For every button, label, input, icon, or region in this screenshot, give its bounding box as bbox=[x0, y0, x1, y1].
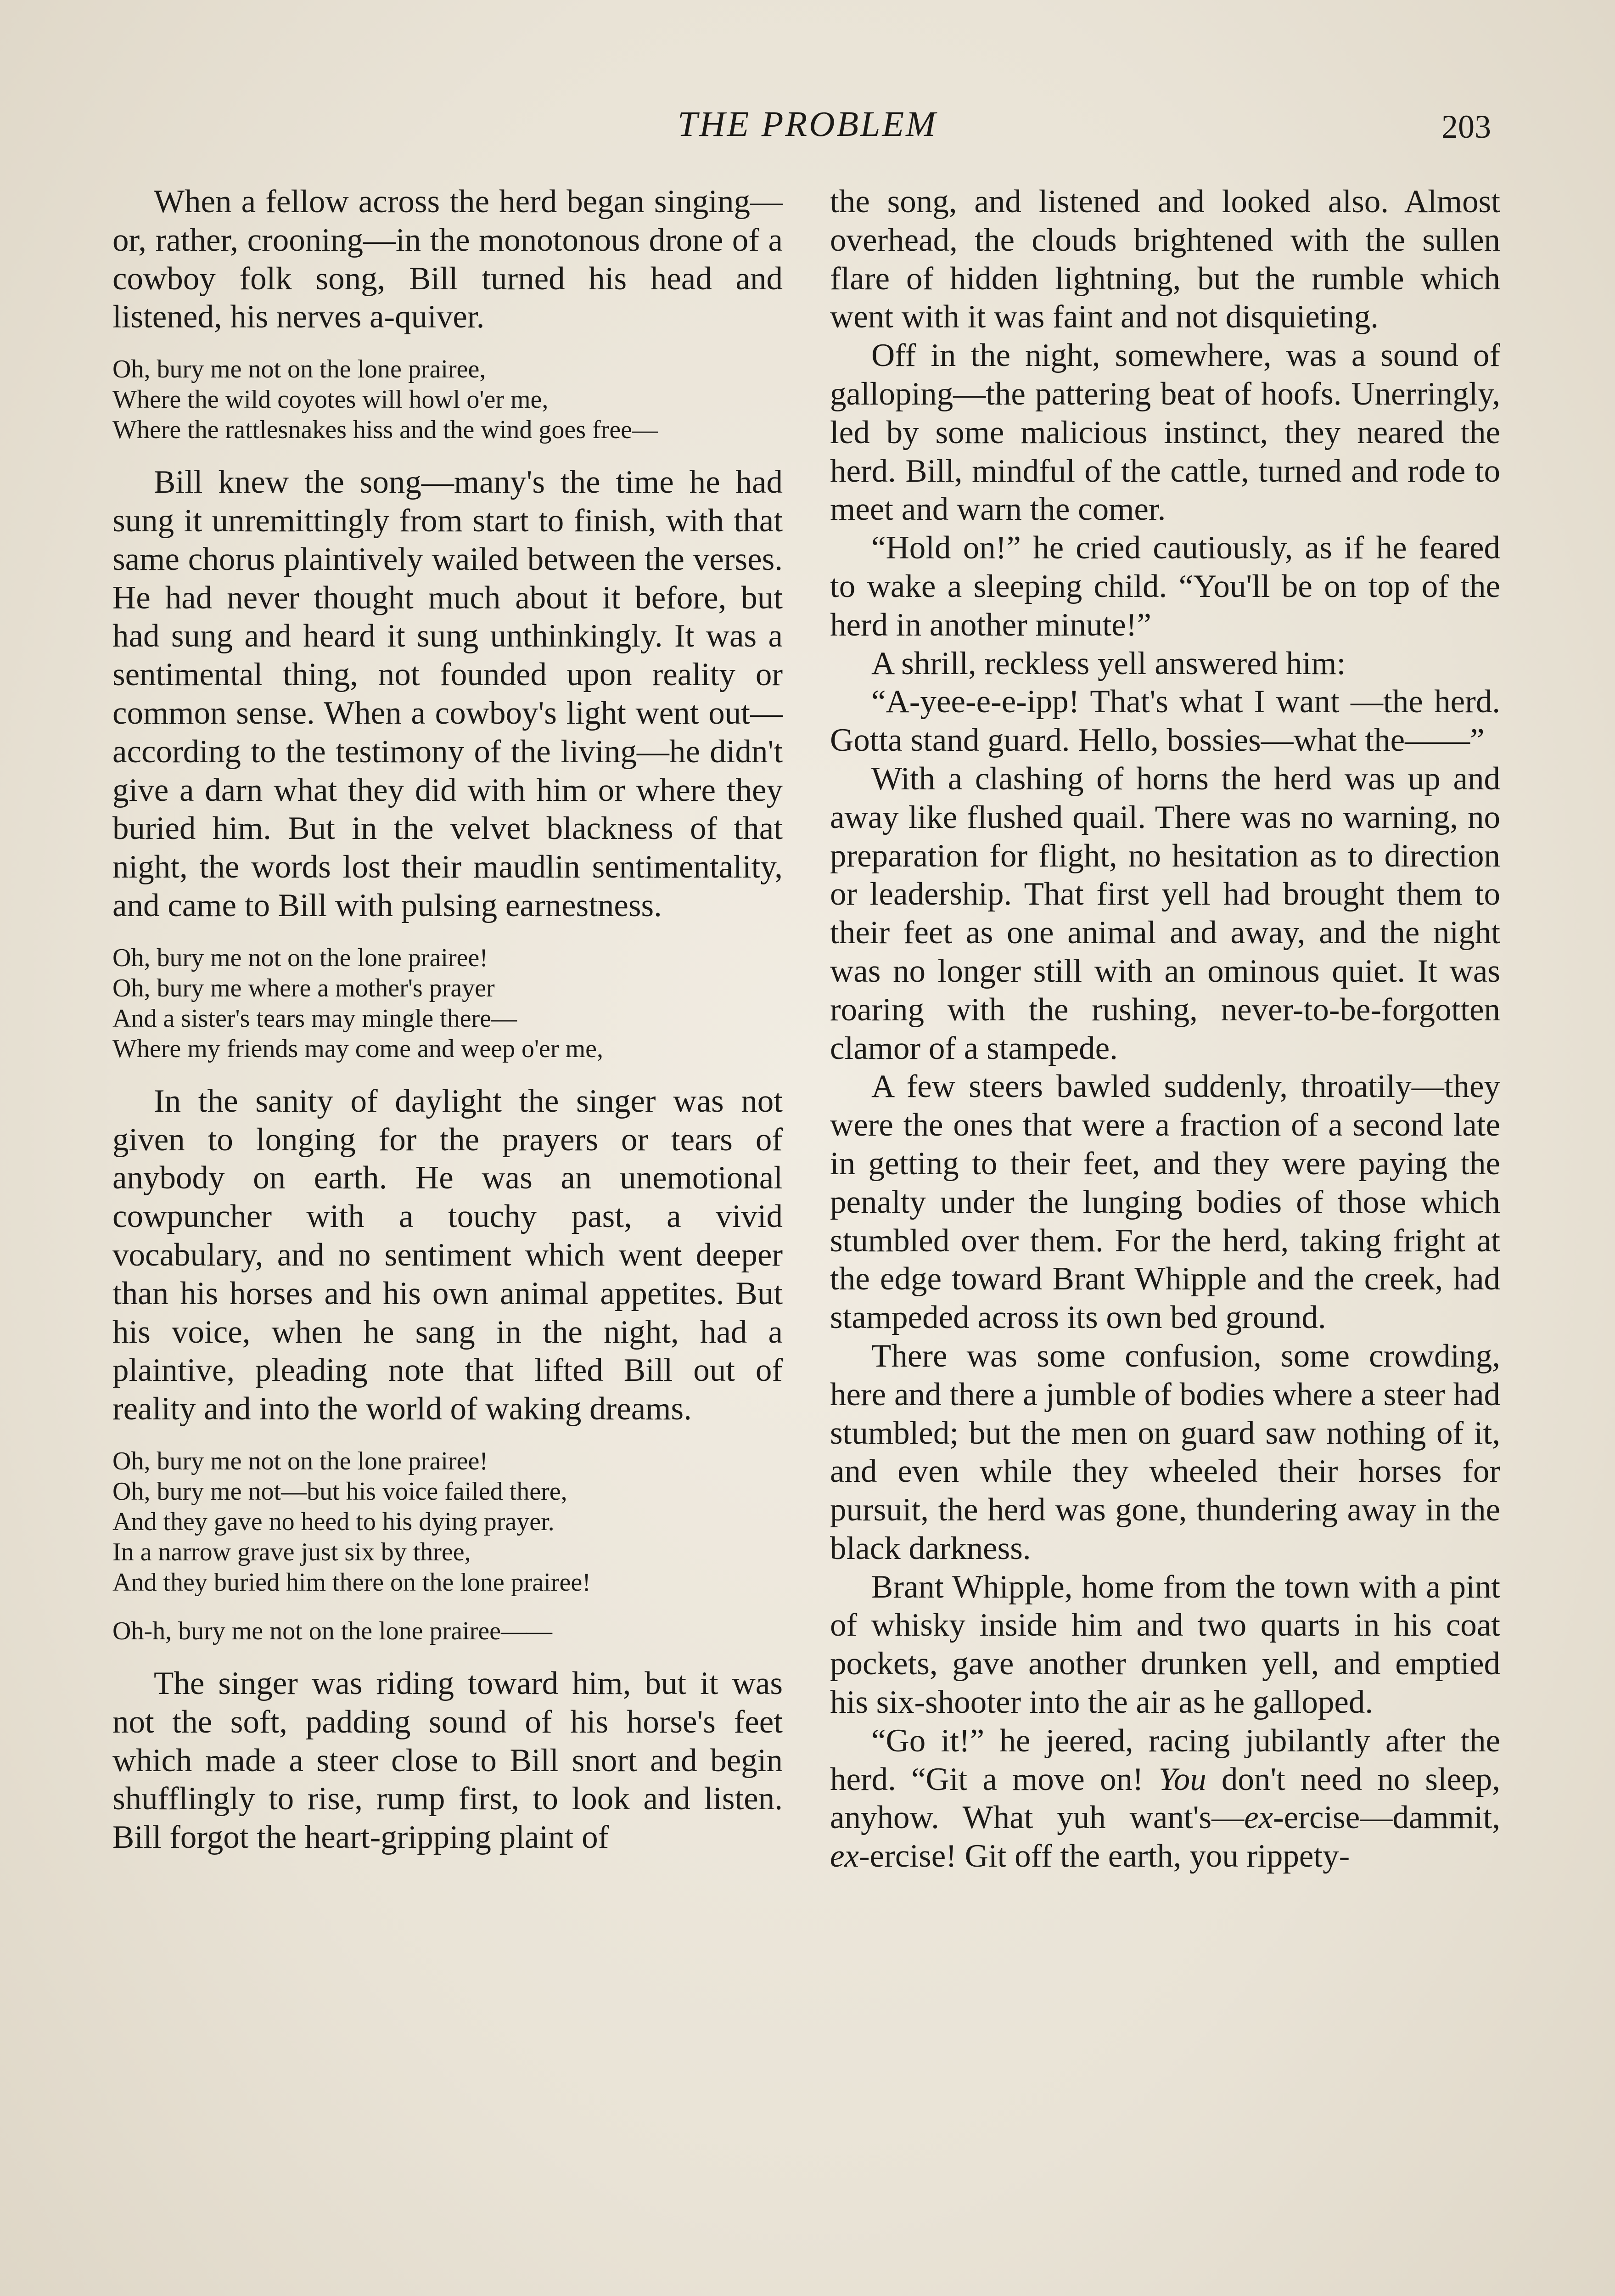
verse-line: In a narrow grave just six by three, bbox=[112, 1537, 471, 1566]
verse-line: And they buried him there on the lone prairee! bbox=[112, 1568, 591, 1597]
italic-word: ex bbox=[830, 1838, 859, 1874]
text-run: -ercise! Git off the earth, you rippety- bbox=[859, 1838, 1350, 1874]
verse-line: Oh, bury me not on the lone prairee! bbox=[112, 1446, 488, 1475]
song-verse bbox=[112, 1616, 783, 1646]
left-column bbox=[112, 183, 783, 1857]
paragraph: “Hold on!” he cried cautiously, as if he feared to wake a sleeping child. “You'll be on top of the herd in another minute!” bbox=[830, 530, 1500, 643]
verse-line: And a sister's tears may mingle there— bbox=[112, 1004, 517, 1033]
verse-line: Where the rattlesnakes hiss and the wind goes free— bbox=[112, 416, 658, 445]
song-verse bbox=[112, 354, 783, 445]
italic-word: You bbox=[1158, 1761, 1206, 1797]
italic-word: ex bbox=[1244, 1800, 1273, 1836]
paragraph: When a fellow across the herd began singing—or, rather, crooning—in the monotonous drone of a cowboy folk song, Bill turned his head and listened, his nerves a-quiver. bbox=[112, 184, 783, 335]
paragraph: There was some confusion, some crowding, here and there a jumble of bodies where a steer had stumbled; but the men on guard saw nothing of it, and even while they wheeled their horses for pursuit, the herd was gone, thundering away in the black darkness. bbox=[830, 1338, 1500, 1566]
verse-line: And they gave no heed to his dying prayer. bbox=[112, 1507, 555, 1536]
paragraph: Off in the night, somewhere, was a sound of galloping—the pattering beat of hoofs. Unerringly, led by some malicious instinct, they neared the herd. Bill, mindful of the cattle, turned and rode to meet and warn the comer. bbox=[830, 338, 1500, 528]
paragraph: A shrill, reckless yell answered him: bbox=[871, 645, 1346, 681]
text-run: “Go it!” he jeered, racing jubilantly after the herd. “Git a move on! bbox=[830, 1722, 1500, 1797]
text-run: don't need no sleep, anyhow. What yuh want's— bbox=[830, 1761, 1500, 1836]
song-verse bbox=[112, 943, 783, 1064]
song-verse bbox=[112, 1446, 783, 1598]
right-column bbox=[830, 183, 1500, 1876]
text-run: -ercise—dammit, bbox=[1273, 1800, 1500, 1836]
verse-line: Oh, bury me not on the lone prairee, bbox=[112, 355, 486, 384]
verse-line: Where the wild coyotes will howl o'er me, bbox=[112, 385, 549, 414]
paragraph: A few steers bawled suddenly, throatily—they were the ones that were a fraction of a second late in getting to their feet, and they were paying the penalty under the lunging bodies of those which stumbled over them. For the herd, taking fright at the edge toward Brant Whipple and the creek, had stampeded across its own bed ground. bbox=[830, 1069, 1500, 1336]
verse-line: Where my friends may come and weep o'er me, bbox=[112, 1034, 603, 1063]
page-number: 203 bbox=[1441, 108, 1491, 145]
verse-line: Oh, bury me where a mother's prayer bbox=[112, 974, 495, 1002]
paragraph: “A-yee-e-e-ipp! That's what I want —the herd. Gotta stand guard. Hello, bossies—what the——” bbox=[830, 684, 1500, 759]
verse-line: Oh, bury me not on the lone prairee! bbox=[112, 943, 488, 972]
paragraph bbox=[830, 1722, 1500, 1876]
paragraph: the song, and listened and looked also. Almost overhead, the clouds brightened with the sullen flare of hidden lightning, but the rumble which went with it was faint and not disquieting. bbox=[830, 184, 1500, 335]
running-head: THE PROBLEM bbox=[677, 104, 938, 144]
paragraph: With a clashing of horns the herd was up and away like flushed quail. There was no warning, no preparation for flight, no hesitation as to direction or leadership. That first yell had brought them to their feet as one animal and away, and the night was no longer still with an ominous quiet. It was roaring with the rushing, never-to-be-forgotten clamor of a stampede. bbox=[830, 760, 1500, 1066]
paragraph: In the sanity of daylight the singer was not given to longing for the prayers or tears of anybody on earth. He was an unemotional cowpuncher with a touchy past, a vivid vocabulary, and no sentiment which went deeper than his horses and his own animal appetites. But his voice, when he sang in the night, had a plaintive, pleading note that lifted Bill out of reality and into the world of waking dreams. bbox=[112, 1083, 783, 1427]
verse-line: Oh, bury me not—but his voice failed there, bbox=[112, 1477, 567, 1506]
paragraph: Bill knew the song—many's the time he had sung it unremittingly from start to finish, with that same chorus plaintively wailed between the verses. He had never thought much about it before, but had sung and heard it sung unthinkingly. It was a sentimental thing, not founded upon reality or common sense. When a cowboy's light went out—according to the testimony of the living—he didn't give a darn what they did with him or where they buried him. But in the velvet blackness of that night, the words lost their maudlin sentimentality, and came to Bill with pulsing earnestness. bbox=[112, 464, 783, 923]
paragraph: Brant Whipple, home from the town with a pint of whisky inside him and two quarts in his coat pockets, gave another drunken yell, and emptied his six-shooter into the air as he galloped. bbox=[830, 1569, 1500, 1721]
paragraph: The singer was riding toward him, but it was not the soft, padding sound of his horse's feet which made a steer close to Bill snort and begin shufflingly to rise, rump first, to look and listen. Bill forgot the heart-gripping plaint of bbox=[112, 1665, 783, 1856]
verse-line: Oh-h, bury me not on the lone prairee—— bbox=[112, 1616, 552, 1645]
